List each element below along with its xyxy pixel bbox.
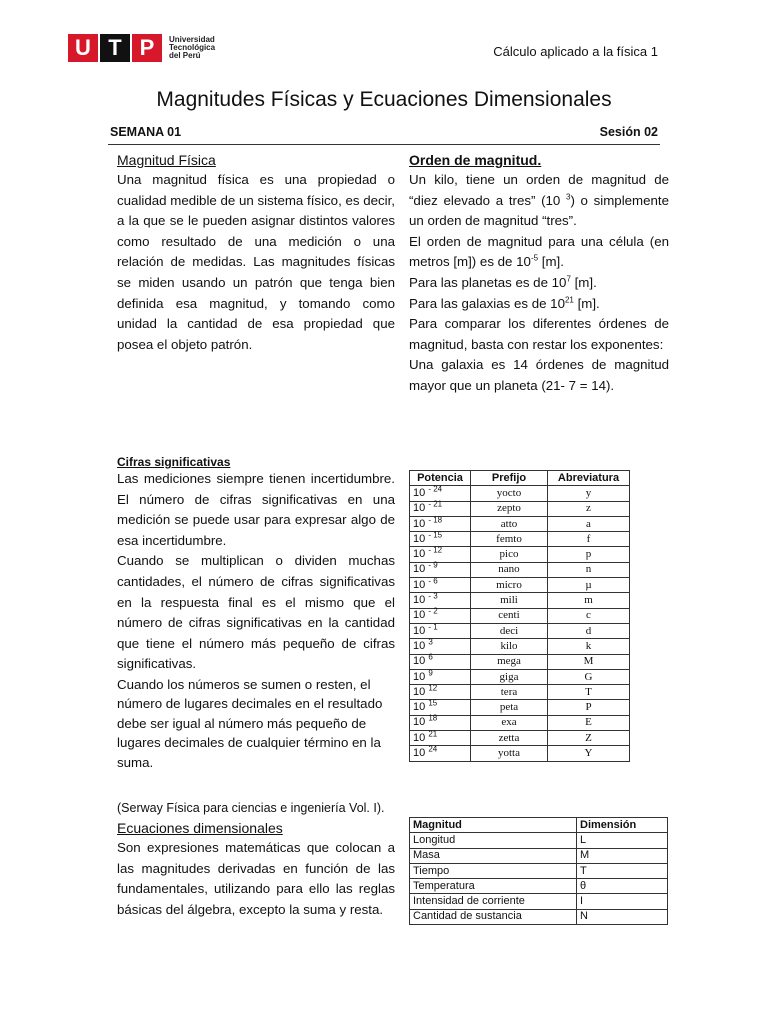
section-ecuaciones [117,818,395,920]
prefix-cell: pico [471,547,548,562]
table-row [410,501,630,516]
prefix-cell: atto [471,516,548,531]
prefix-cell: femto [471,532,548,547]
prefix-cell: mili [471,593,548,608]
power-cell: 10 $^{- 24}$ [410,486,471,501]
section-orden [409,150,669,397]
abbreviation-cell: c [548,608,630,623]
table-row [410,879,668,894]
power-cell: 10 $^{- 9}$ [410,562,471,577]
table-row [410,685,630,700]
power-cell: 10 $^{- 21}$ [410,501,471,516]
power-cell: 10 $^{- 12}$ [410,547,471,562]
power-cell: 10 $^{18}$ [410,715,471,730]
table-row [410,715,630,730]
paragraph: Cuando se multiplican o dividen muchas cantidades, el número de cifras significativas en la respuesta final es el mismo que el número de cifras significativas en la cantidad que tiene el número más pequeño de cifras significativas. [117,553,395,672]
power-cell: 10 $^6$ [410,654,471,669]
dimension-table [409,817,668,925]
prefix-cell: mega [471,654,548,669]
column-header: Abreviatura [548,471,630,486]
table-row [410,516,630,531]
abbreviation-cell: n [548,562,630,577]
power-cell: 10 $^{21}$ [410,731,471,746]
heading-orden: Orden de magnitud. [409,152,542,168]
power-cell: 10 $^{- 2}$ [410,608,471,623]
magnitude-cell: Temperatura [410,879,577,894]
course-name: Cálculo aplicado a la física 1 [493,44,658,59]
abbreviation-cell: a [548,516,630,531]
magnitude-cell: Intensidad de corriente [410,894,577,909]
paragraph: Un kilo, tiene un orden de magnitud de “diez elevado a tres” (10 $^3$) o simplemente un orden de magnitud “tres”. [409,172,670,229]
magnitude-cell: Tiempo [410,863,577,878]
table-row [410,909,668,924]
prefix-cell: yotta [471,746,548,761]
prefix-cell: giga [471,669,548,684]
paragraph: Para comparar los diferentes órdenes de magnitud, basta con restar los exponentes: [409,316,669,352]
prefix-cell: peta [471,700,548,715]
table-row [410,894,668,909]
page-title: Magnitudes Físicas y Ecuaciones Dimensionales [156,88,612,111]
power-cell: 10 $^{12}$ [410,685,471,700]
power-cell: 10 $^{- 3}$ [410,593,471,608]
power-cell: 10 $^{24}$ [410,746,471,761]
abbreviation-cell: d [548,623,630,638]
table-row [410,547,630,562]
dimension-cell: I [577,894,668,909]
logo-letter: T [100,34,130,62]
paragraph: El orden de magnitud para una célula (en metros [m]) es de $10^{-5}$ [m]. [409,233,669,270]
column-header: Dimensión [577,818,668,833]
table-row [410,532,630,547]
table-row [410,833,668,848]
table-row [410,578,630,593]
column-header: Prefijo [471,471,548,486]
abbreviation-cell: T [548,685,630,700]
abbreviation-cell: k [548,639,630,654]
table-row [410,623,630,638]
dimension-cell: N [577,909,668,924]
paragraph: Una galaxia es 14 órdenes de magnitud mayor que un planeta (21- 7 = 14). [409,357,669,393]
prefix-cell: tera [471,685,548,700]
section-magnitud [117,150,395,355]
prefix-cell: yocto [471,486,548,501]
abbreviation-cell: Y [548,746,630,761]
abbreviation-cell: p [548,547,630,562]
dimension-cell: M [577,848,668,863]
abbreviation-cell: f [548,532,630,547]
heading-ecuaciones: Ecuaciones dimensionales [117,820,283,836]
divider [108,144,660,145]
prefix-cell: deci [471,623,548,638]
logo-letter: U [68,34,98,62]
table-row [410,731,630,746]
dimension-cell: L [577,833,668,848]
prefix-cell: kilo [471,639,548,654]
prefix-table [409,470,630,762]
abbreviation-cell: E [548,715,630,730]
logo-text: Universidad Tecnológica del Perú [169,35,216,60]
prefix-cell: nano [471,562,548,577]
table-row [410,700,630,715]
power-cell: 10 $^{- 18}$ [410,516,471,531]
table-row [410,562,630,577]
column-header: Potencia [410,471,471,486]
prefix-cell: exa [471,715,548,730]
heading-cifras: Cifras significativas [117,455,231,469]
table-row [410,593,630,608]
prefix-cell: zepto [471,501,548,516]
magnitude-cell: Cantidad de sustancia [410,909,577,924]
utp-logo [68,34,215,62]
paragraph: Las mediciones siempre tienen incertidumbre. El número de cifras significativas en una medición se puede usar para expresar algo de esa incertidumbre. [117,471,395,548]
paragraph: Una magnitud física es una propiedad o cualidad medible de un sistema físico, es decir, a la que se le pueden asignar distintos valores como resultado de una medición o una relación de medidas. Las magnitudes físicas se miden usando un patrón que tenga bien definida esa magnitud, y tomando como unidad la cantidad de esa propiedad que posea el objeto patrón. [117,172,395,352]
abbreviation-cell: G [548,669,630,684]
abbreviation-cell: Z [548,731,630,746]
abbreviation-cell: µ [548,578,630,593]
prefix-cell: centi [471,608,548,623]
dimension-cell: θ [577,879,668,894]
power-cell: 10 $^{- 15}$ [410,532,471,547]
paragraph: Cuando los números se sumen o resten, el número de lugares decimales en el resultado debe ser igual al número más pequeño de lugares decimales de cualquier término en la suma. [117,676,383,770]
abbreviation-cell: m [548,593,630,608]
week-label: SEMANA 01 [110,125,182,139]
paragraph: Para las galaxias es de $10^{21}$ [m]. [409,295,600,311]
table-row [410,608,630,623]
logo-letter: P [132,34,162,62]
power-cell: 10 $^3$ [410,639,471,654]
paragraph: Para las planetas es de $10^7$ [m]. [409,274,597,290]
table-row [410,746,630,761]
abbreviation-cell: z [548,501,630,516]
magnitude-cell: Longitud [410,833,577,848]
power-cell: 10 $^{- 6}$ [410,578,471,593]
abbreviation-cell: M [548,654,630,669]
table-row [410,639,630,654]
abbreviation-cell: y [548,486,630,501]
table-row [410,654,630,669]
power-cell: 10 $^9$ [410,669,471,684]
prefix-cell: micro [471,578,548,593]
power-cell: 10 $^{15}$ [410,700,471,715]
column-header: Magnitud [410,818,577,833]
abbreviation-cell: P [548,700,630,715]
dimension-cell: T [577,863,668,878]
table-row [410,863,668,878]
power-cell: 10 $^{- 1}$ [410,623,471,638]
table-row [410,669,630,684]
table-row [410,486,630,501]
reference: (Serway Física para ciencias e ingeniería Vol. I). [117,801,385,815]
section-cifras [117,455,395,772]
session-label: Sesión 02 [599,125,658,139]
table-row [410,848,668,863]
heading-magnitud: Magnitud Física [117,152,216,168]
magnitude-cell: Masa [410,848,577,863]
prefix-cell: zetta [471,731,548,746]
paragraph: Son expresiones matemáticas que colocan a las magnitudes derivadas en función de las fundamentales, utilizando para ello las reglas básicas del álgebra, excepto la suma y resta. [117,840,395,917]
